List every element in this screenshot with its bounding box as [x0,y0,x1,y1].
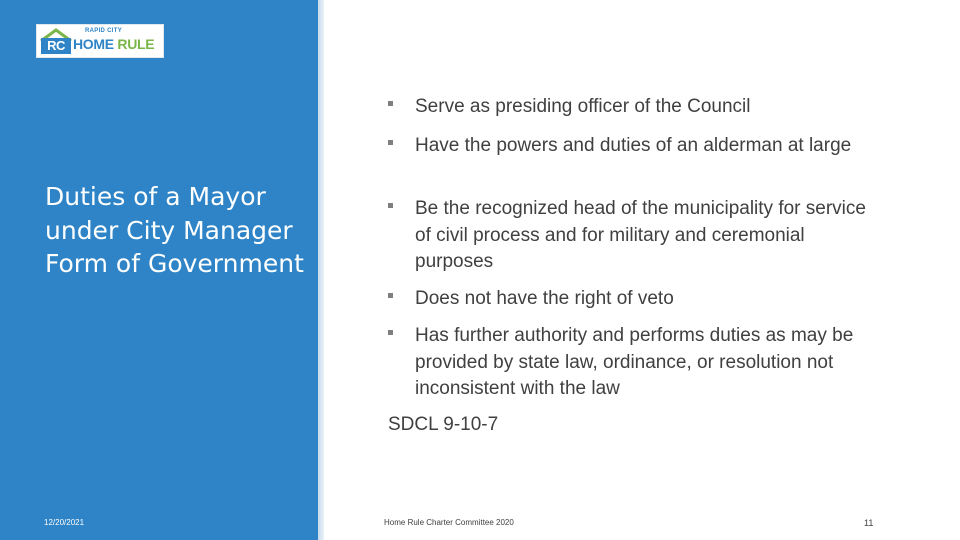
bullet-square-icon [388,101,393,106]
rapid-city-home-rule-logo [36,24,164,58]
footer-center-text: Home Rule Charter Committee 2020 [384,518,514,527]
logo-small-text: RAPID CITY [85,28,123,34]
logo-word-home: HOME [73,36,114,52]
bullet-square-icon [388,203,393,208]
bullet-square-icon [388,330,393,335]
bullet-text: Does not have the right of veto [415,288,674,309]
slide-title: Duties of a Mayor under City Manager Form of Government [45,182,304,278]
citation: SDCL 9-10-7 [388,414,499,435]
footer-date: 12/20/2021 [44,518,85,527]
bullet-square-icon [388,293,393,298]
bullet-text: Has further authority and performs duties as may be provided by state law, ordinance, or resolution not inconsistent with the law [415,325,854,399]
left-panel [0,0,318,540]
bullet-text: Have the powers and duties of an alderman at large [415,135,852,156]
page-number: 11 [864,518,874,528]
bullet-text: Serve as presiding officer of the Council [415,96,751,117]
logo-initials: RC [41,38,71,54]
panel-edge [318,0,324,540]
bullet-square-icon [388,140,393,145]
logo-word-rule: RULE [117,36,155,52]
logo-wordmark [73,36,154,52]
bullet-text: Be the recognized head of the municipality for service of civil process and for military and ceremonial purposes [415,198,866,272]
